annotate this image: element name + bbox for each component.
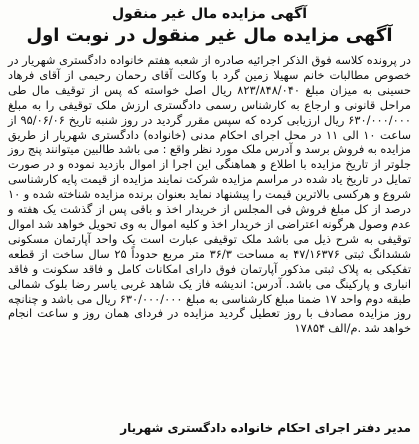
notice-body-text: در پرونده کلاسه فوق الذکر اجرائیه صادره از شعبه هفتم خانواده دادگستری شهریار در خصوص مطالبات خانم سهیلا زمین گرد با وکالت آقای رحمان رحیمی از آقای فرهاد حسینی به میزان مبلغ ۸۲۳/۸۴۸/۰۴۰ ریال اصل خواسته که پس از توقیف مال طی مراحل قانونی و ارجاع به کارشناس رسمی دادگستری ارزش ملک توقیفی را به مبلغ ۶۳۰/۰۰۰/۰۰۰ ریال ارزیابی کرده که سپس مقرر گردید در روز شنبه تاریخ ۹۵/۰۶/۰۶ از ساعت ۱۰ الی ۱۱ در محل اجرای احکام مدنی (خانواده) دادگستری شهریار از طریق مزایده به فروش برسد و آدرس ملک مورد نظر واقع : می باشد طالبین میتوانند پنج روز جلوتر از تاریخ مزایده با اطلاع و هماهنگی این اجرا از اموال بازدید نموده و در صورت تمایل در تاریخ یاد شده در مراسم مزایده شرکت نمایند مزایده از قیمت پایه کارشناسی شروع و هرکسی بالاترین قیمت را پیشنهاد نماید بعنوان برنده مزایده شناخته شده و ۱۰ درصد از کل مبلغ فروش فی المجلس از خریدار اخذ و باقی پس از گذشت یک هفته و عدم وصول هرگونه اعتراضی از خریدار اخذ و کلیه اموال به وی تحویل خواهد شد اموال توقیفی به شرح ذیل می باشد ملک توقیفی عبارت است یک واحد آپارتمان مسکونی ششدانگ ثبتی ۴۷/۱۶۳۷۶ به مساحت ۳۶/۳ متر مربع حدوداً ۲۵ سال ساخت از قطعه تفکیکی به پلاک ثبتی مذکور آپارتمان فوق دارای امکانات کامل و فاقد سکونت و فاقد انباری و پارکینگ می باشد. آدرس: اندیشه فاز یک شاهد غربی یاسر رضا بلوک شمالی طبقه دوم واحد ۱۷ ضمنا مبلغ کارشناسی به مبلغ ۶۳۰/۰۰۰/۰۰۰ ریال می باشد و چنانچه روز مزایده مصادف با روز تعطیل گردید مزایده در فردای همان روز و ساعت انجام خواهد شد .م/الف ۱۷۸۵۴ bbox=[8, 53, 412, 336]
notice-header-title: آگهی مزایده مال غیر منقول bbox=[111, 6, 308, 22]
notice-main-title: آگهی مزایده مال غیر منقول در نوبت اول bbox=[26, 25, 393, 46]
notice-signature: مدیر دفتر اجرای احکام خانواده دادگستری شهریار bbox=[120, 421, 411, 435]
